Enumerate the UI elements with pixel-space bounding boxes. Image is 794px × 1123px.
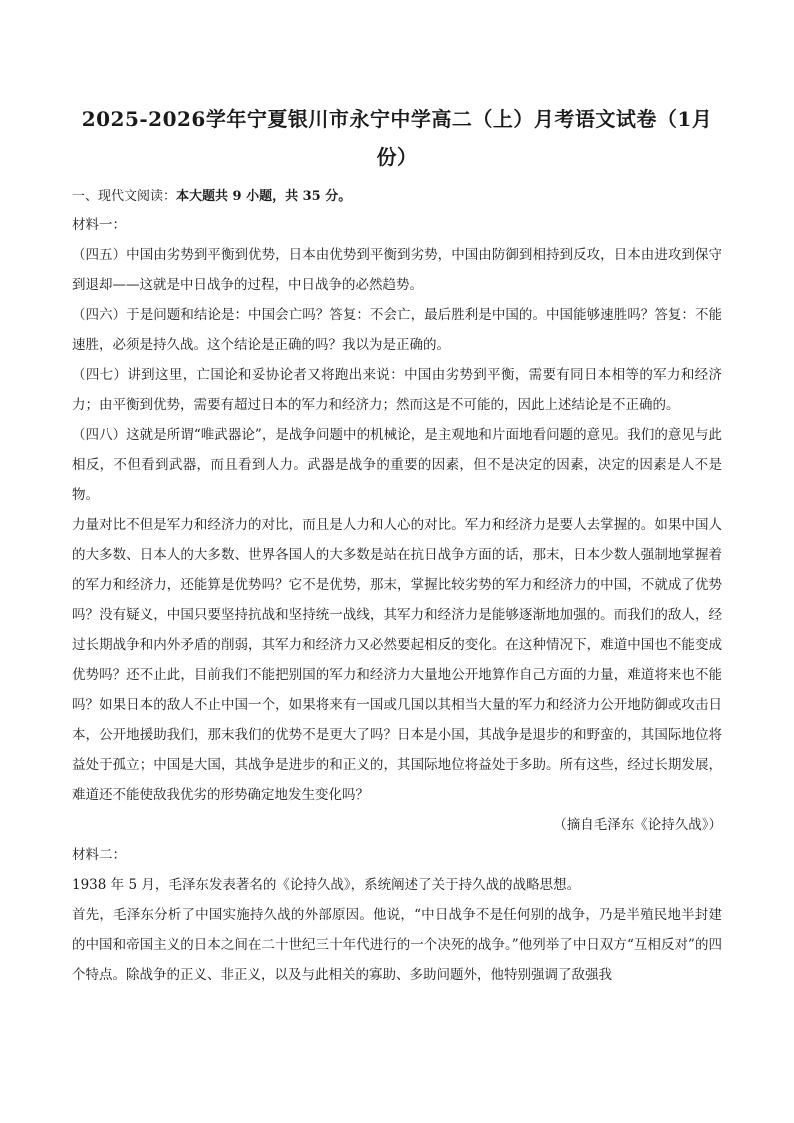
paragraph-external-causes: 首先，毛泽东分析了中国实施持久战的外部原因。他说，“中日战争不是任何别的战争，乃是半殖民地半封建的中国和帝国主义的日本之间在二十世纪三十年代进行的一个决死的战争。”他列举了中日双方“互相反对”的四个特点。除战争的正义、非正义，以及与此相关的寡助、多助问题外，他特别强调了敌强我 <box>72 907 722 983</box>
paragraph-45: （四五）中国由劣势到平衡到优势，日本由优势到平衡到劣势，中国由防御到相持到反攻，日本由进攻到保守到退却——这就是中日战争的过程，中日战争的必然趋势。 <box>72 247 722 293</box>
material-two-label: 材料二： <box>72 847 126 863</box>
paragraph-strength-comparison: 力量对比不但是军力和经济力的对比，而且是人力和人心的对比。军力和经济力是要人去掌握的。如果中国人的大多数、日本人的大多数、世界各国人的大多数是站在抗日战争方面的话，那末，日本少数人强制地掌握着的军力和经济力，还能算是优势吗？它不是优势，那末，掌握比较劣势的军力和经济力的中国，不就成了优势吗？没有疑义，中国只要坚持抗战和坚持统一战线，其军力和经济力是能够逐渐地加强的。而我们的敌人，经过长期战争和内外矛盾的削弱，其军力和经济力又必然要起相反的变化。在这种情况下，难道中国也不能变成优势吗？还不止此，目前我们不能把别国的军力和经济力大量地公开地算作自己方面的力量，难道将来也不能吗？如果日本的敌人不止中国一个，如果将来有一国或几国以其相当大量的军力和经济力公开地防御或攻击日本，公开地援助我们，那末我们的优势不是更大了吗？日本是小国，其战争是退步的和野蛮的，其国际地位将益处于孤立；中国是大国，其战争是进步的和正义的，其国际地位将益处于多助。所有这些，经过长期发展，难道还不能使敌我优劣的形势确定地发生变化吗？ <box>72 517 722 803</box>
paragraph-48: （四八）这就是所谓“唯武器论”，是战争问题中的机械论，是主观地和片面地看问题的意见。我们的意见与此相反，不但看到武器，而且看到人力。武器是战争的重要的因素，但不是决定的因素，决定的因素是人不是物。 <box>72 427 722 503</box>
paragraph-1938: 1938 年 5 月，毛泽东发表著名的《论持久战》，系统阐述了关于持久战的战略思想。 <box>72 877 581 893</box>
material-one-source: （摘自毛泽东《论持久战》） <box>553 817 722 833</box>
paragraph-47: （四七）讲到这里，亡国论和妥协论者又将跑出来说：中国由劣势到平衡，需要有同日本相等的军力和经济力；由平衡到优势，需要有超过日本的军力和经济力；然而这是不可能的，因此上述结论是不正确的。 <box>72 367 722 413</box>
section-heading <box>72 184 722 210</box>
section-prefix: 一、现代文阅读： <box>72 189 177 204</box>
paragraph-46: （四六）于是问题和结论是：中国会亡吗？答复：不会亡，最后胜利是中国的。中国能够速胜吗？答复：不能速胜，必须是持久战。这个结论是正确的吗？我以为是正确的。 <box>72 307 722 353</box>
section-description: 本大题共 9 小题，共 35 分。 <box>176 189 352 204</box>
material-one-label: 材料一： <box>72 217 126 233</box>
document-title: 2025-2026学年宁夏银川市永宁中学高二（上）月考语文试卷（1月份） <box>81 107 713 169</box>
